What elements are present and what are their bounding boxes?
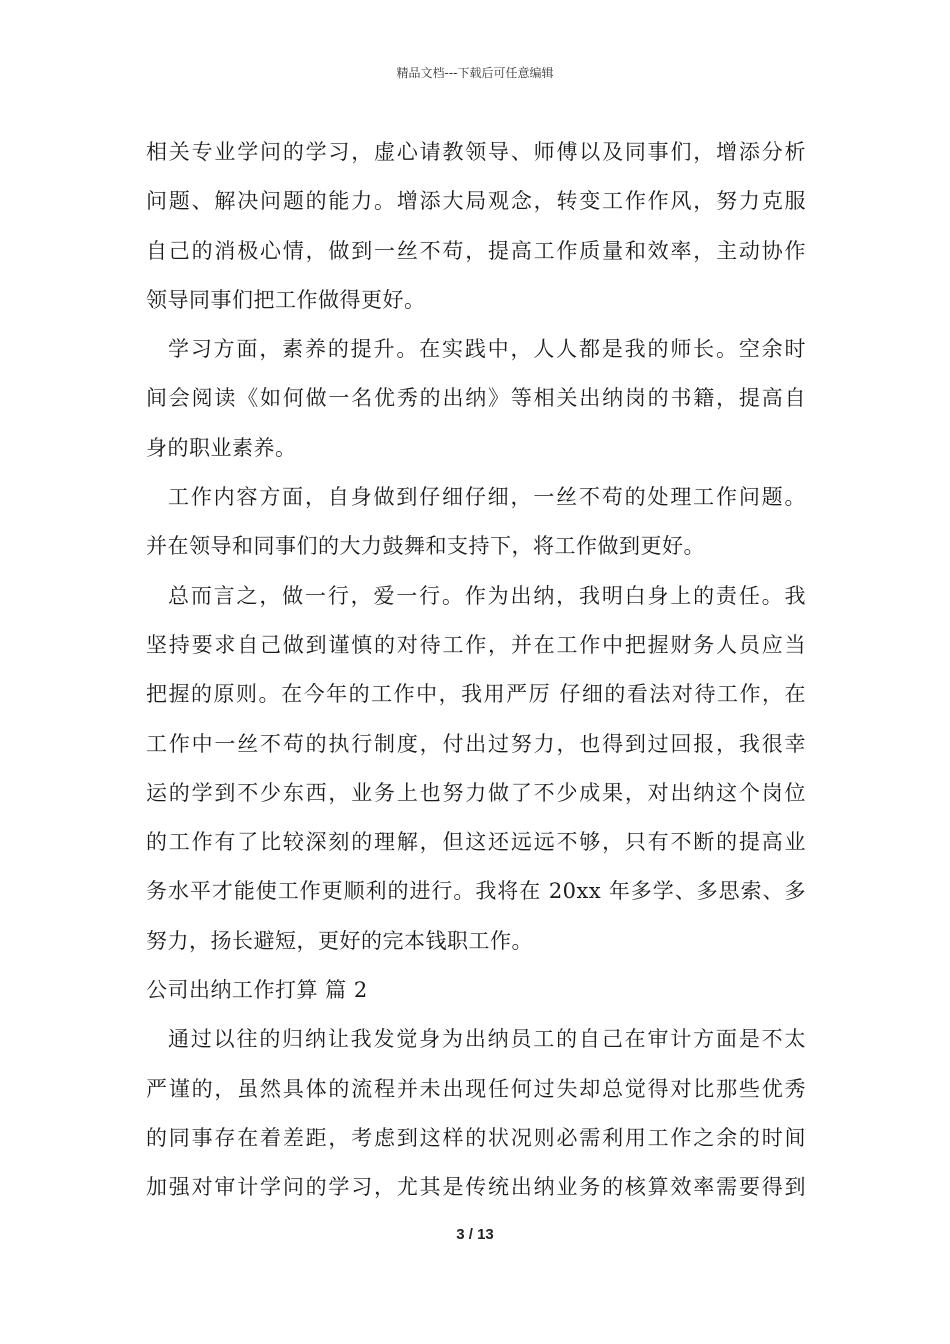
text-line: 的工作有了比较深刻的理解，但这还远远不够，只有不断的提高业 bbox=[146, 830, 806, 855]
page-header: 精品文档---下载后可任意编辑 bbox=[396, 66, 554, 80]
text-line: 工作中一丝不苟的执行制度，付出过努力，也得到过回报，我很幸 bbox=[146, 731, 806, 756]
text-line: 身的职业素养。 bbox=[146, 435, 297, 460]
text-line: 坚持要求自己做到谨慎的对待工作，并在工作中把握财务人员应当 bbox=[146, 632, 806, 657]
text-line: 相关专业学问的学习，虚心请教领导、师傅以及同事们，增添分析 bbox=[146, 140, 806, 164]
text-line: 运的学到不少东西，业务上也努力做了不少成果，对出纳这个岗位 bbox=[146, 780, 806, 805]
text-line: 间会阅读《如何做一名优秀的出纳》等相关出纳岗的书籍，提高自 bbox=[146, 386, 806, 411]
document-body bbox=[146, 128, 806, 1213]
text-line: 努力，扬长避短，更好的完本钱职工作。 bbox=[146, 928, 533, 953]
page-separator: / bbox=[464, 1226, 478, 1243]
text-line: 并在领导和同事们的大力鼓舞和支持下，将工作做到更好。 bbox=[146, 534, 705, 559]
text-line: 问题、解决问题的能力。增添大局观念，转变工作作风，努力克服 bbox=[146, 189, 806, 214]
text-line: 自己的消极心情，做到一丝不苟，提高工作质量和效率，主动协作 bbox=[146, 238, 806, 263]
text-line: 工作内容方面，自身做到仔细仔细，一丝不苟的处理工作问题。 bbox=[168, 485, 806, 510]
section-heading: 公司出纳工作打算 篇 2 bbox=[146, 978, 368, 1003]
current-page: 3 bbox=[456, 1226, 465, 1243]
text-line: 把握的原则。在今年的工作中，我用严厉 仔细的看法对待工作，在 bbox=[146, 682, 806, 707]
page-number bbox=[0, 1226, 950, 1243]
text-line: 通过以往的归纳让我发觉身为出纳员工的自己在审计方面是不太 bbox=[168, 1027, 806, 1052]
text-line: 加强对审计学问的学习，尤其是传统出纳业务的核算效率需要得到 bbox=[146, 1175, 806, 1200]
text-line: 的同事存在着差距，考虑到这样的状况则必需利用工作之余的时间 bbox=[146, 1125, 806, 1150]
total-pages: 13 bbox=[477, 1226, 494, 1243]
text-line: 严谨的，虽然具体的流程并未出现任何过失却总觉得对比那些优秀 bbox=[146, 1076, 806, 1101]
text-line: 务水平才能使工作更顺利的进行。我将在 20xx 年多学、多思索、多 bbox=[146, 879, 806, 904]
text-line: 总而言之，做一行，爱一行。作为出纳，我明白身上的责任。我 bbox=[168, 583, 806, 608]
text-line: 领导同事们把工作做得更好。 bbox=[146, 287, 426, 312]
text-line: 学习方面，素养的提升。在实践中，人人都是我的师长。空余时 bbox=[168, 337, 806, 362]
